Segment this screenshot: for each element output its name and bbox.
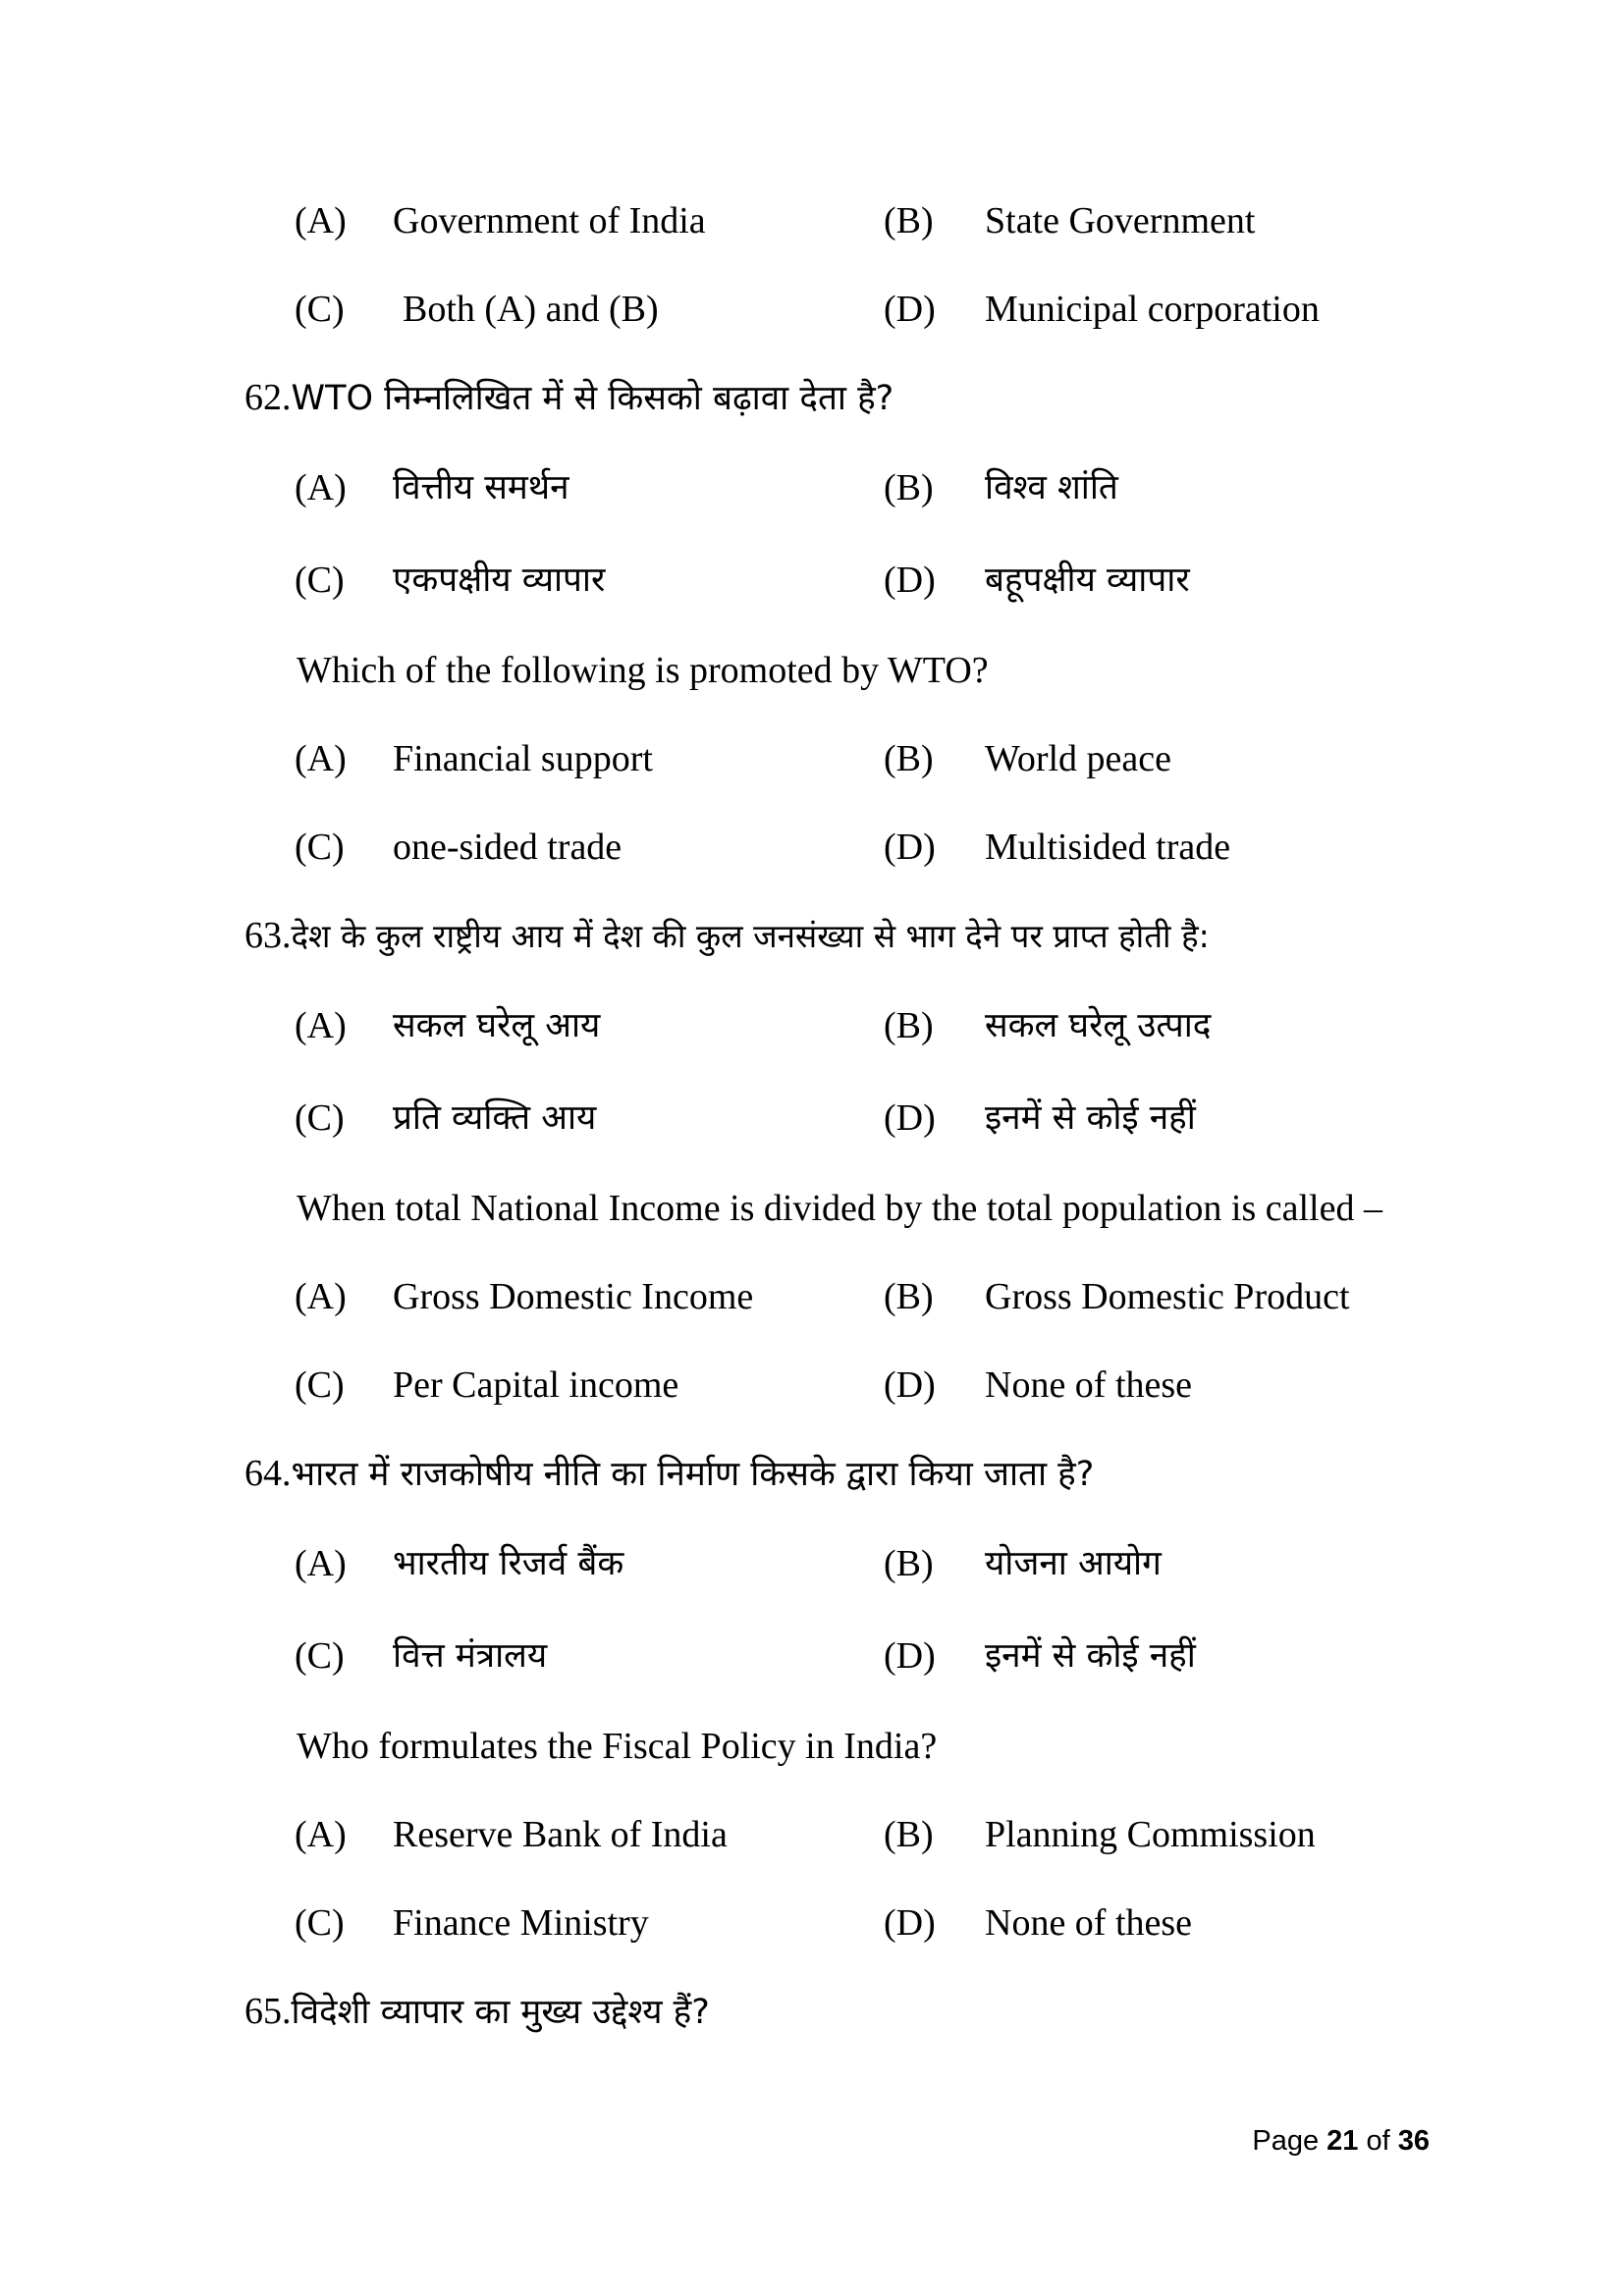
q63-hindi-question	[244, 911, 1210, 961]
option-label: (D)	[884, 1364, 936, 1406]
option-label: (C)	[295, 1902, 345, 1944]
question-number: 62.	[244, 377, 292, 418]
option-text: Per Capital income	[393, 1364, 679, 1406]
option-label: (B)	[884, 1814, 934, 1855]
option-label: (D)	[884, 560, 936, 601]
q62-english-options-row-2	[0, 823, 1624, 881]
option-label: (A)	[295, 467, 347, 508]
option-label: (B)	[884, 1276, 934, 1317]
option-text: Finance Ministry	[393, 1902, 649, 1944]
current-page-number: 21	[1326, 2125, 1359, 2157]
of-word: of	[1366, 2125, 1390, 2157]
option-text: Gross Domestic Product	[985, 1276, 1350, 1317]
option-text: Both (A) and (B)	[403, 289, 659, 330]
option-text: इनमें से कोई नहीं	[985, 1098, 1196, 1138]
option-text: Multisided trade	[985, 827, 1231, 868]
option-label: (D)	[884, 1902, 936, 1944]
option-text: वित्तीय समर्थन	[393, 468, 569, 507]
q62-hindi-question	[244, 373, 893, 423]
option-label: (D)	[884, 827, 936, 868]
q62-hindi-options-row-1	[0, 463, 1624, 522]
option-label: (B)	[884, 1005, 934, 1046]
option-label: (C)	[295, 1364, 345, 1406]
question-number: 65.	[244, 1991, 292, 2032]
q65-hindi-question	[244, 1987, 710, 2037]
option-text: Government of India	[393, 200, 706, 241]
question-number: 64.	[244, 1453, 292, 1494]
question-text: भारत में राजकोषीय नीति का निर्माण किसके द्वारा किया जाता है?	[291, 1455, 1095, 1494]
option-text: Planning Commission	[985, 1814, 1316, 1855]
q63-hindi-options-row-1	[0, 1001, 1624, 1060]
question-text: देश के कुल राष्ट्रीय आय में देश की कुल जनसंख्या से भाग देने पर प्राप्त होती है:	[291, 917, 1210, 955]
option-text: एकपक्षीय व्यापार	[393, 561, 606, 600]
q62-hindi-options-row-2	[0, 556, 1624, 614]
q63-english-question: When total National Income is divided by the total population is called –	[297, 1188, 1382, 1229]
q64-english-options-row-2	[0, 1898, 1624, 1957]
option-text: विश्व शांति	[985, 468, 1118, 507]
option-text: State Government	[985, 200, 1256, 241]
option-label: (D)	[884, 1635, 936, 1677]
option-label: (C)	[295, 1635, 345, 1677]
page-footer	[1252, 2125, 1430, 2158]
q63-hindi-options-row-2	[0, 1094, 1624, 1152]
option-label: (C)	[295, 289, 345, 330]
q64-english-question: Who formulates the Fiscal Policy in India?	[297, 1726, 938, 1767]
option-label: (C)	[295, 1097, 345, 1139]
q61-options-row-1	[0, 196, 1624, 255]
option-label: (A)	[295, 1543, 347, 1584]
option-text: World peace	[985, 738, 1171, 779]
q64-hindi-options-row-2	[0, 1631, 1624, 1690]
question-text: WTO निम्नलिखित में से किसको बढ़ावा देता है?	[291, 379, 894, 418]
option-label: (A)	[295, 738, 347, 779]
q62-english-question: Which of the following is promoted by WTO?	[297, 650, 989, 691]
q62-english-options-row-1	[0, 734, 1624, 793]
page-word: Page	[1252, 2125, 1320, 2157]
q61-options-row-2	[0, 285, 1624, 344]
option-text: Reserve Bank of India	[393, 1814, 728, 1855]
question-number: 63.	[244, 915, 292, 956]
q63-english-options-row-2	[0, 1361, 1624, 1419]
q64-hindi-question	[244, 1449, 1094, 1499]
q63-english-options-row-1	[0, 1272, 1624, 1331]
option-text: इनमें से कोई नहीं	[985, 1636, 1196, 1676]
option-label: (A)	[295, 1276, 347, 1317]
option-text: Financial support	[393, 738, 653, 779]
option-text: Gross Domestic Income	[393, 1276, 754, 1317]
option-text: बहूपक्षीय व्यापार	[985, 561, 1190, 600]
option-label: (C)	[295, 827, 345, 868]
q64-english-options-row-1	[0, 1810, 1624, 1869]
option-text: Municipal corporation	[985, 289, 1320, 330]
q64-hindi-options-row-1	[0, 1539, 1624, 1598]
question-text: विदेशी व्यापार का मुख्य उद्देश्य हैं?	[291, 1993, 710, 2032]
option-text: None of these	[985, 1364, 1193, 1406]
option-text: one-sided trade	[393, 827, 623, 868]
option-text: None of these	[985, 1902, 1193, 1944]
option-label: (B)	[884, 1543, 934, 1584]
option-label: (A)	[295, 1005, 347, 1046]
option-text: सकल घरेलू आय	[393, 1006, 601, 1045]
option-label: (B)	[884, 200, 934, 241]
option-text: प्रति व्यक्ति आय	[393, 1098, 597, 1138]
option-label: (C)	[295, 560, 345, 601]
option-label: (A)	[295, 200, 347, 241]
option-label: (D)	[884, 289, 936, 330]
option-label: (A)	[295, 1814, 347, 1855]
total-page-number: 36	[1397, 2125, 1430, 2157]
option-label: (D)	[884, 1097, 936, 1139]
option-label: (B)	[884, 738, 934, 779]
option-label: (B)	[884, 467, 934, 508]
option-text: भारतीय रिजर्व बैंक	[393, 1544, 624, 1583]
option-text: सकल घरेलू उत्पाद	[985, 1006, 1212, 1045]
option-text: योजना आयोग	[985, 1544, 1162, 1583]
option-text: वित्त मंत्रालय	[393, 1636, 548, 1676]
